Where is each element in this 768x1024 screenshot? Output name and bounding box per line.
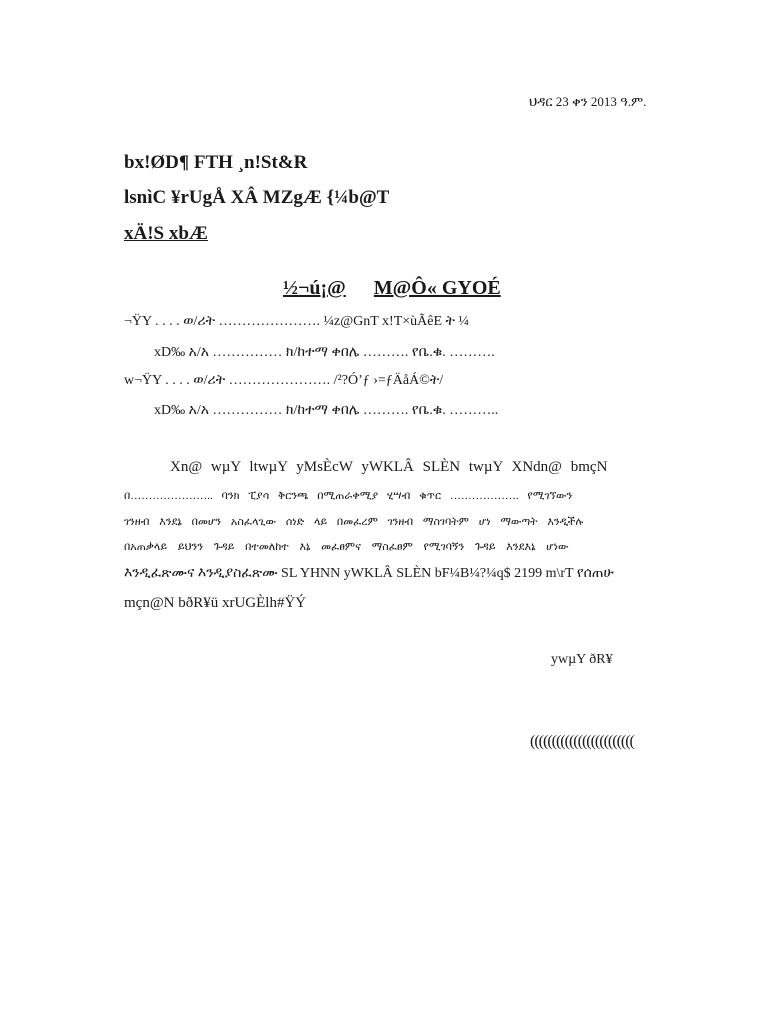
subject-heading [283, 277, 501, 300]
recipient-line-2: lsnìC ¥rUgÅ XÂ MZgÆ {¼b@T [124, 187, 390, 208]
letter-date: ህዳር 23 ቀን 2013 ዓ.ም. [529, 94, 647, 109]
party-line-4: xD‰ አ/አ …………… ክ/ከተማ ቀበሌ ………. የቤ.ቁ. ……….. [154, 403, 499, 418]
signature-line: ywµY ðR¥ [551, 652, 613, 667]
body-line-1: Xn@ wµY ltwµY yMsÈcW yWKLÂ SLÈN twµY XNdn@ bmçN [170, 459, 608, 475]
party-line-1: ¬ŸY . . . . ወ/ሪት …………………. ¼z@GnT x!T×ùÃêE ት ¼ [124, 314, 469, 329]
party-line-3: w¬ŸY . . . . ወ/ሪት …………………. /²?Ó’ƒ ›=ƒÄåÁ©ት/ [124, 373, 444, 388]
body-line-2: በ………………….. ባንክ ፒያሳ ቅርንጫ በሚጠራቀሚያ ሂሣብ ቁጥር ………………. የሚገኘውን [124, 490, 573, 502]
body-line-3: ገንዘብ እንደኔ በመሆን አስፈላጊው ሰነድ ላይ በመፈረም ገንዘብ ማስገባትም ሆነ ማውጣት እንዲችሉ [124, 516, 584, 528]
party-line-2: xD‰ አ/አ …………… ክ/ከተማ ቀበሌ ………. የቤ.ቁ. ………. [154, 345, 495, 360]
subject-right: M@Ô« GYOÉ [373, 277, 501, 299]
recipient-line-1: bx!ØD¶ FTH ¸n!St&R [124, 152, 308, 173]
body-line-5: እንዲፈጽሙና እንዲያስፈጽሙ SL YHNN yWKLÂ SLÈN bF¼B¼?¼q$ 2199 m\rT የሰጠሁ [124, 566, 614, 581]
body-line-4: በአጠቃላይ ይህንን ጉዳይ በተመለከተ እኔ መፈፀምና ማስፈፀም የሚገባኝን ጉዳይ እንደእኔ ሆነው [124, 541, 569, 553]
body-line-6: mçn@N bðR¥ü xrUGÈlh#ŸÝ [124, 595, 307, 611]
recipient-line-3: xÄ!S xbÆ [124, 223, 208, 244]
subject-left: ½¬ú¡@ [283, 277, 346, 299]
trailing-marks: (((((((((((((((((((((((( [530, 733, 634, 750]
